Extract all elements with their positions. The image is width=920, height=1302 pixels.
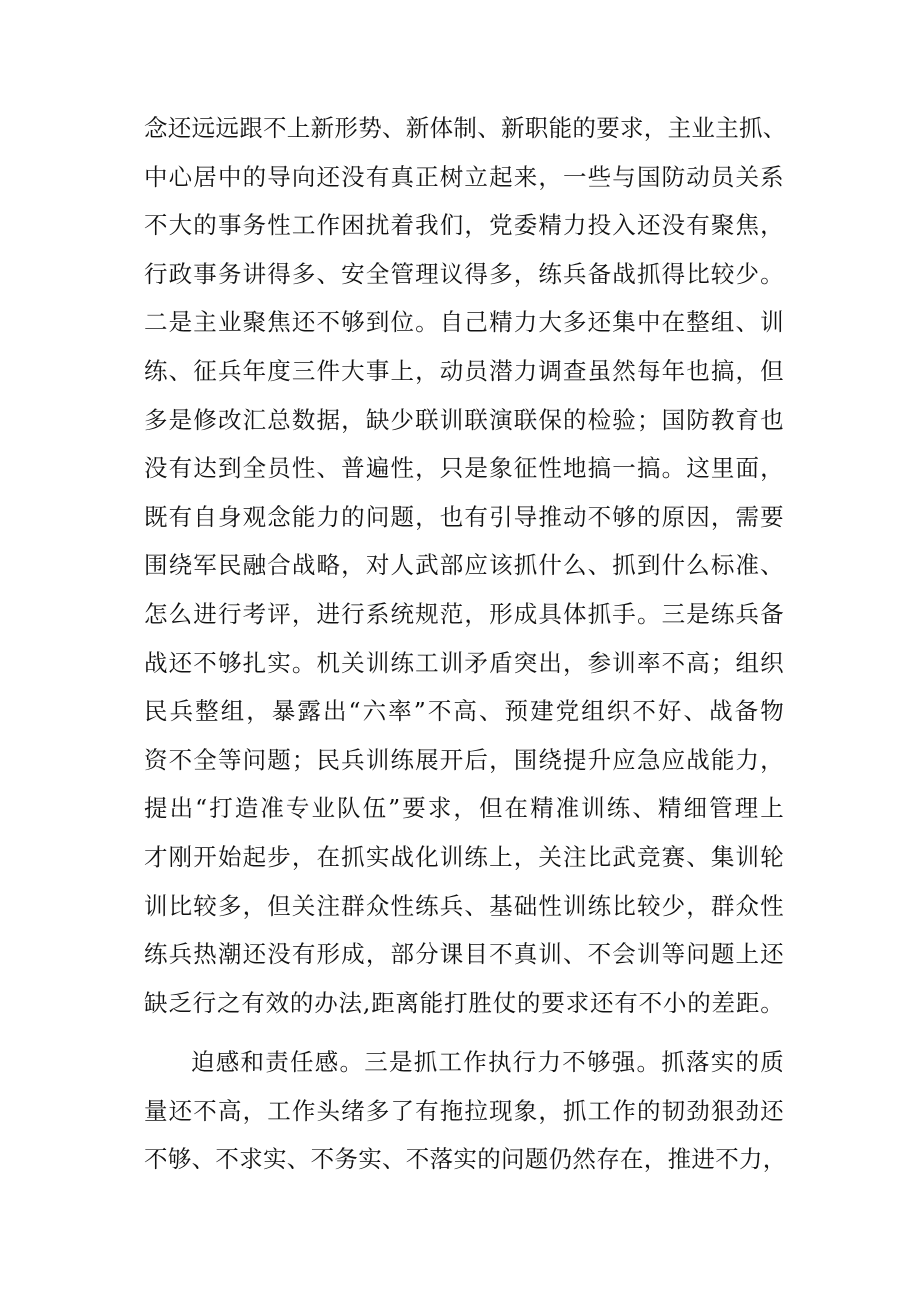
text-line: 念还远远跟不上新形势、新体制、新职能的要求，主业主抓、 [144, 114, 787, 142]
text-line: 没有达到全员性、普遍性，只是象征性地搞一搞。这里面， [144, 454, 784, 483]
paragraph-2 [144, 1038, 787, 1184]
text-line: 不大的事务性工作困扰着我们，党委精力投入还没有聚焦， [144, 211, 784, 240]
text-line: 多是修改汇总数据，缺少联训联演联保的检验；国防教育也 [144, 405, 784, 434]
text-line: 既有自身观念能力的问题，也有引导推动不够的原因，需要 [144, 502, 784, 531]
text-line: 围绕军民融合战略，对人武部应该抓什么、抓到什么标准、 [144, 551, 784, 580]
text-line: 缺乏行之有效的办法,距离能打胜仗的要求还有不小的差距。 [144, 988, 784, 1017]
paragraph-1 [144, 104, 787, 1027]
text-line: 民兵整组，暴露出“六率”不高、预建党组织不好、战备物 [144, 697, 784, 726]
text-line: 才刚开始起步，在抓实战化训练上，关注比武竞赛、集训轮 [144, 842, 784, 871]
text-line: 战还不够扎实。机关训练工训矛盾突出，参训率不高；组织 [144, 648, 784, 677]
text-line: 训比较多，但关注群众性练兵、基础性训练比较少，群众性 [144, 891, 784, 920]
text-line: 二是主业聚焦还不够到位。自己精力大多还集中在整组、训 [144, 308, 784, 337]
text-line: 练兵热潮还没有形成，部分课目不真训、不会训等问题上还 [144, 940, 784, 969]
text-line: 提出“打造准专业队伍”要求，但在精准训练、精细管理上 [144, 794, 784, 823]
text-line: 资不全等问题；民兵训练展开后，围绕提升应急应战能力， [144, 745, 784, 774]
text-line: 怎么进行考评，进行系统规范，形成具体抓手。三是练兵备 [144, 599, 784, 628]
text-line: 练、征兵年度三件大事上，动员潜力调查虽然每年也搞，但 [144, 356, 784, 385]
text-line: 不够、不求实、不务实、不落实的问题仍然存在，推进不力， [144, 1145, 787, 1174]
text-line: 行政事务讲得多、安全管理议得多，练兵备战抓得比较少。 [144, 259, 784, 288]
text-line: 迫感和责任感。三是抓工作执行力不够强。抓落实的质 [191, 1048, 784, 1076]
text-line: 中心居中的导向还没有真正树立起来，一些与国防动员关系 [144, 162, 784, 191]
text-line: 量还不高，工作头绪多了有拖拉现象，抓工作的韧劲狠劲还 [144, 1096, 784, 1125]
